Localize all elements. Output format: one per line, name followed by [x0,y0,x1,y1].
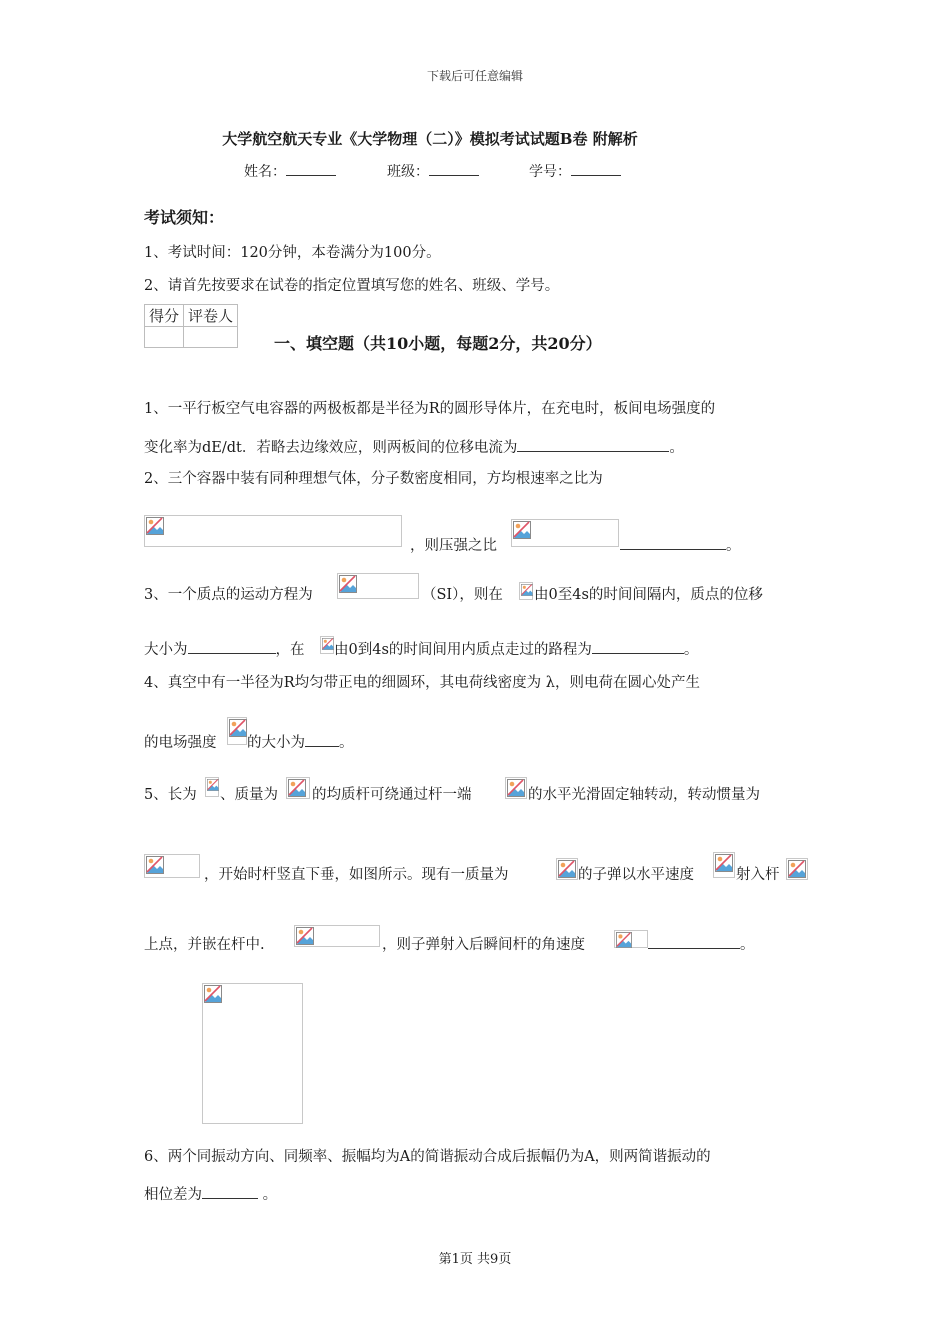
formula-image [144,854,200,878]
formula-image [144,515,402,547]
name-label: 姓名： [244,164,286,180]
q5-b: 、质量为 [220,787,278,803]
q6-a: 相位差为 [144,1187,202,1203]
q1-line1: 1、一平行板空气电容器的两极板都是半径为R的圆形导体片，在充电时，板间电场强度的 [144,401,716,417]
section-title: 一、填空题（共10小题，每题2分，共20分） [274,334,602,353]
broken-image-icon [513,521,531,539]
broken-image-icon [788,860,806,878]
q6-line2 [144,1183,277,1204]
broken-image-icon [146,856,164,874]
notice-item-1: 1、考试时间：120分钟，本卷满分为100分。 [144,245,441,261]
q4-line1: 4、真空中有一半径为R均匀带正电的细圆环，其电荷线密度为 λ，则电荷在圆心处产生 [144,675,700,691]
q1-end: 。 [669,440,684,456]
figure-image [202,983,303,1124]
q3-e: ，在 [275,642,305,658]
broken-image-icon [204,985,222,1003]
exam-title: 大学航空航天专业《大学物理（二）》模拟考试试题B卷 附解析 [222,130,638,148]
formula-image [337,573,419,599]
q3-end: 。 [683,642,699,658]
broken-image-icon [229,719,247,737]
header-note: 下载后可任意编辑 [426,69,523,83]
q5-d: 的水平光滑固定轴转动，转动惯量为 [528,787,760,803]
formula-image [556,858,578,880]
q1-text: 变化率为dE/dt．若略去边缘效应，则两板间的位移电流为 [144,440,518,456]
q5-e: ，开始时杆竖直下垂，如图所示。现有一质量为 [204,867,509,883]
class-label: 班级： [387,164,429,180]
q5-i: ，则子弹射入后瞬间杆的角速度 [382,937,585,953]
q4-b-line [247,731,354,752]
q4-a: 的电场强度 [144,735,217,751]
q1-answer-blank[interactable] [517,439,669,452]
formula-image [713,852,735,878]
q4-answer-blank[interactable] [305,734,339,747]
name-field[interactable] [244,161,336,181]
notice-heading: 考试须知： [144,208,225,227]
q5-g: 射入杆 [736,867,780,883]
grader-header: 评卷人 [184,305,238,327]
broken-image-icon [521,584,533,596]
q5-answer-blank[interactable] [648,936,740,949]
q5-f: 的子弹以水平速度 [578,867,694,883]
q5-end: 。 [740,937,755,953]
q3-path-blank[interactable] [592,641,684,654]
formula-image [294,925,380,947]
q3-b: （SI），则在 [422,587,503,603]
q5-a: 5、长为 [144,787,197,803]
q5-h: 上点，并嵌在杆中. [144,937,265,953]
q5-c: 的均质杆可绕通过杆一端 [312,787,472,803]
page-footer: 第1页 共9页 [438,1252,512,1267]
class-field[interactable] [387,161,479,181]
broken-image-icon [339,575,357,593]
q3-c: 由0至4s的时间间隔内，质点的位移 [534,587,763,603]
q2-line1: 2、三个容器中装有同种理想气体，分子数密度相同，方均根速率之比为 [144,471,603,487]
student-id-field[interactable] [529,161,621,181]
q3-d: 大小为 [144,642,188,658]
q4-end: 。 [339,735,354,751]
q3-d-line [144,638,305,659]
q3-displacement-blank[interactable] [188,641,276,654]
formula-image [519,582,533,600]
q6-line1: 6、两个同振动方向、同频率、振幅均为A的简谐振动合成后振幅仍为A，则两简谐振动的 [144,1149,711,1165]
broken-image-icon [322,638,334,650]
q2-answer-blank[interactable] [620,537,726,550]
formula-image [786,858,808,880]
q2-mid: ，则压强之比 [410,538,497,554]
q3-a: 3、一个质点的运动方程为 [144,587,313,603]
formula-image [505,777,527,799]
q2-answer [620,534,741,555]
q1-line2 [144,436,684,457]
broken-image-icon [558,860,576,878]
grader-cell [184,327,238,348]
id-label: 学号： [529,164,571,180]
q2-end: 。 [726,538,741,554]
q5-answer [648,933,755,954]
name-blank[interactable] [286,163,336,176]
broken-image-icon [288,779,306,797]
broken-image-icon [715,854,733,872]
score-table [144,304,238,348]
formula-image [511,519,619,547]
formula-image [320,636,334,654]
formula-image [205,777,219,797]
q6-answer-blank[interactable] [202,1186,258,1199]
broken-image-icon [207,779,219,791]
q6-end: 。 [262,1187,278,1203]
broken-image-icon [507,779,525,797]
score-cell [145,327,184,348]
q3-f-line [334,638,698,659]
formula-image [227,717,247,745]
id-blank[interactable] [571,163,621,176]
broken-image-icon [146,517,164,535]
q3-f: 由0到4s的时间间用内质点走过的路程为 [334,642,592,658]
broken-image-icon [296,927,314,945]
score-header: 得分 [145,305,184,327]
formula-image [614,930,648,948]
broken-image-icon [616,932,632,948]
formula-image [286,777,310,799]
class-blank[interactable] [429,163,479,176]
notice-item-2: 2、请首先按要求在试卷的指定位置填写您的姓名、班级、学号。 [144,278,560,294]
q4-b: 的大小为 [247,735,305,751]
